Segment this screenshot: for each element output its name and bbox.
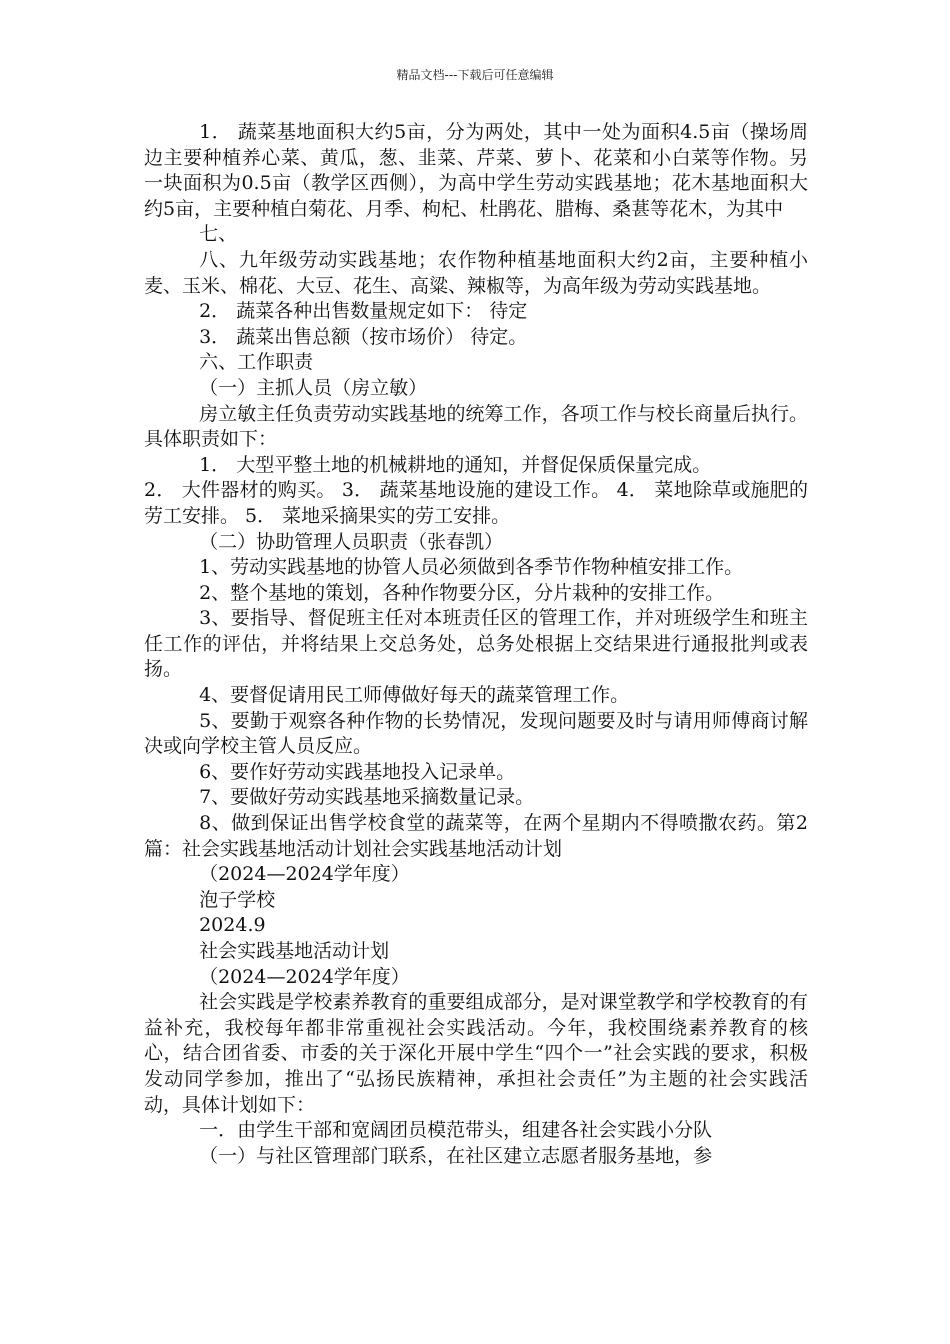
paragraph: 一．由学生干部和宽阔团员模范带头，组建各社会实践小分队	[199, 1119, 713, 1142]
paragraph: 4、要督促请用民工师傅做好每天的蔬菜管理工作。	[199, 684, 630, 707]
paragraph: 3、要指导、督促班主任对本班责任区的管理工作，并对班级学生和班主任工作的评估，并将结果上交总务处，总务处根据上交结果进行通报批判或表扬。	[144, 607, 808, 681]
paragraph: 3． 蔬菜出售总额（按市场价） 待定。	[199, 325, 528, 348]
paragraph: （2024—2024学年度）	[199, 863, 410, 886]
paragraph: 2． 蔬菜各种出售数量规定如下： 待定	[199, 300, 528, 323]
document-title: 社会实践基地活动计划	[199, 940, 390, 962]
paragraph: 社会实践是学校素养教育的重要组成部分，是对课堂教学和学校教育的有益补充，我校每年都非常重视社会实践活动。今年，我校围绕素养教育的核心，结合团省委、市委的关于深化开展中学生“四个一”社会实践的要求，积极发动同学参加，推出了“弘扬民族精神，承担社会责任”为主题的社会实践活动，具体计划如下：	[144, 991, 808, 1116]
paragraph: 八、九年级劳动实践基地；农作物种植基地面积大约2亩，主要种植小麦、玉米、棉花、大豆、花生、高粱、辣椒等，为高年级为劳动实践基地。	[144, 248, 808, 297]
paragraph: 1、劳动实践基地的协管人员必须做到各季节作物种植安排工作。	[199, 556, 744, 579]
paragraph: 2． 大件器材的购买。 3． 蔬菜基地设施的建设工作。 4． 菜地除草或施肥的劳工安排。 5． 菜地采摘果实的劳工安排。	[144, 479, 808, 527]
paragraph: 6、要作好劳动实践基地投入记录单。	[199, 760, 516, 783]
section-heading: 六、工作职责	[199, 351, 314, 374]
paragraph: （一）与社区管理部门联系，在社区建立志愿者服务基地，参	[199, 1144, 713, 1167]
paragraph: 房立敏主任负责劳动实践基地的统筹工作，各项工作与校长商量后执行。具体职责如下：	[144, 402, 808, 451]
paragraph: 1． 大型平整土地的机械耕地的通知，并督促保质保量完成。	[199, 453, 712, 476]
paragraph: 泡子学校	[199, 888, 276, 911]
paragraph: 七、	[199, 223, 238, 246]
subsection-heading: （一）主抓人员（房立敏）	[199, 376, 428, 399]
paragraph: （2024—2024学年度）	[199, 965, 410, 988]
paragraph: 2024.9	[199, 914, 266, 937]
paragraph: 8、做到保证出售学校食堂的蔬菜等，在两个星期内不得喷撒农药。第2篇：社会实践基地活动计划社会实践基地活动计划	[144, 812, 808, 860]
paragraph: 5、要勤于观察各种作物的长势情况，发现问题要及时与请用师傅商讨解决或向学校主管人员反应。	[144, 709, 808, 758]
subsection-heading: （二）协助管理人员职责（张春凯）	[199, 530, 504, 553]
paragraph: 2、整个基地的策划，各种作物要分区，分片栽种的安排工作。	[199, 581, 725, 604]
paragraph: 7、要做好劳动实践基地采摘数量记录。	[199, 786, 535, 809]
paragraph: 1． 蔬菜基地面积大约5亩，分为两处，其中一处为面积4.5亩（操场周边主要种植养心菜、黄瓜，葱、韭菜、芹菜、萝卜、花菜和小白菜等作物。另一块面积为0.5亩（教学区西侧），为高中学生劳动实践基地；花木基地面积大约5亩，主要种植白菊花、月季、枸杞、杜鹃花、腊梅、桑葚等花木，为其中	[144, 121, 808, 220]
page-header: 精品文档---下载后可任意编辑	[396, 68, 554, 82]
document-body	[144, 120, 808, 1169]
